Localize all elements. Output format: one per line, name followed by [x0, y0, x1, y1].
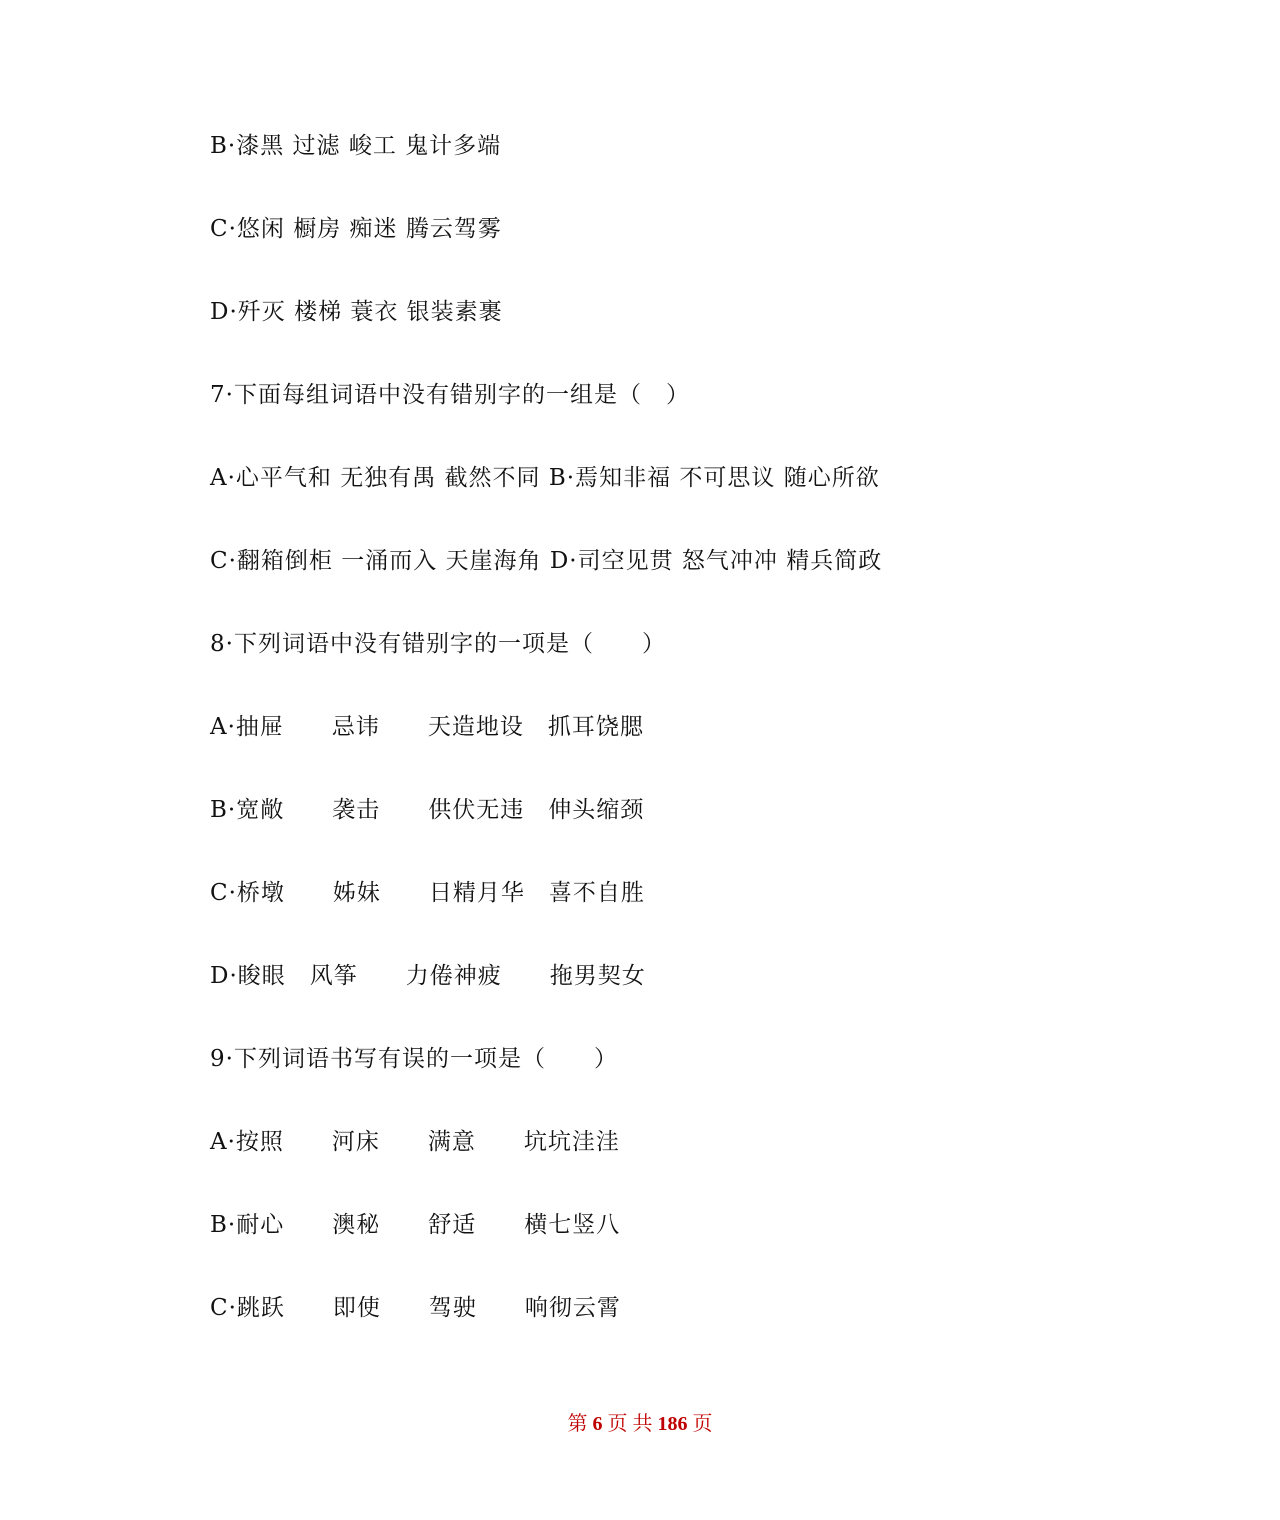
option-8a: A·抽屉 忌讳 天造地设 抓耳饶腮 — [210, 714, 644, 740]
option-6b: B·漆黑 过滤 峻工 鬼计多端 — [210, 133, 502, 159]
current-page-number: 6 — [592, 1413, 603, 1435]
footer-prefix: 第 — [567, 1413, 588, 1435]
question-8: 8·下列词语中没有错别字的一项是（ ） — [210, 631, 666, 657]
option-8c: C·桥墩 姊妹 日精月华 喜不自胜 — [210, 880, 645, 906]
option-8b: B·宽敞 袭击 供伏无违 伸头缩颈 — [210, 797, 645, 823]
total-page-count: 186 — [657, 1413, 688, 1435]
option-9c: C·跳跃 即使 驾驶 响彻云霄 — [210, 1295, 621, 1321]
option-8d: D·睃眼 风筝 力倦神疲 拖男契女 — [210, 963, 646, 989]
option-6d: D·歼灭 楼梯 蓑衣 银装素裹 — [210, 299, 503, 325]
question-7: 7·下面每组词语中没有错别字的一组是（ ） — [210, 382, 690, 408]
footer-suffix: 页 — [692, 1413, 713, 1435]
page-number-footer — [0, 1410, 1280, 1438]
option-6c: C·悠闲 橱房 痴迷 腾云驾雾 — [210, 216, 502, 242]
options-7ab: A·心平气和 无独有禺 截然不同 B·焉知非福 不可思议 随心所欲 — [210, 465, 880, 491]
question-9: 9·下列词语书写有误的一项是（ ） — [210, 1046, 618, 1072]
option-9a: A·按照 河床 满意 坑坑洼洼 — [210, 1129, 620, 1155]
option-9b: B·耐心 澳秘 舒适 横七竖八 — [210, 1212, 621, 1238]
footer-middle: 页 共 — [607, 1413, 653, 1435]
options-7cd: C·翻箱倒柜 一涌而入 天崖海角 D·司空见贯 怒气冲冲 精兵简政 — [210, 548, 883, 574]
